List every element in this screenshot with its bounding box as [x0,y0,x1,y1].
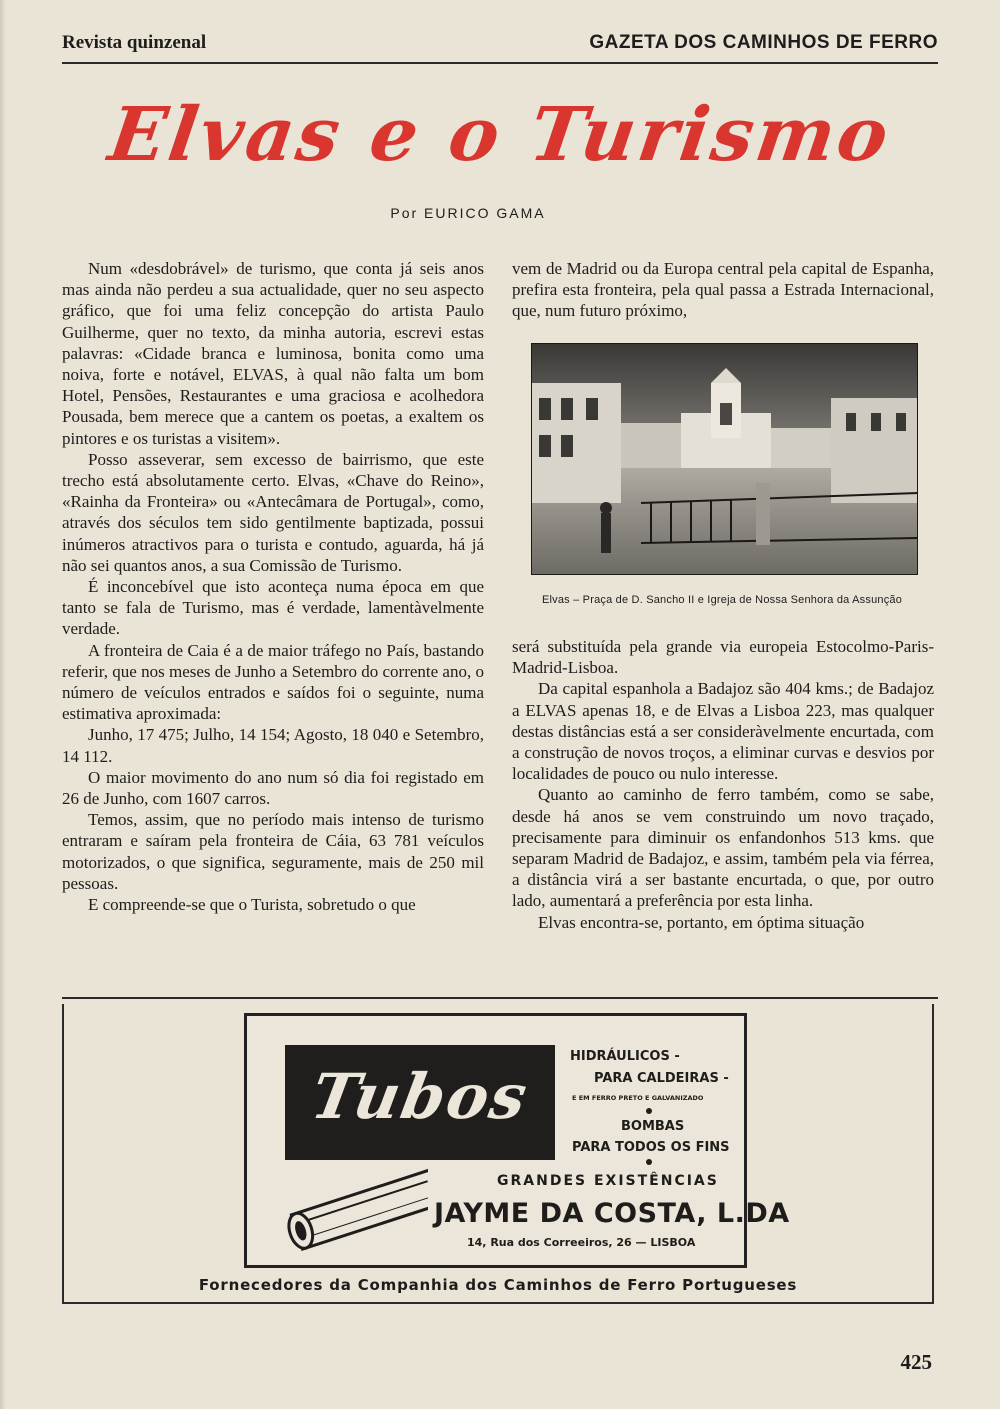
ad-all-purposes-label: PARA TODOS OS FINS [572,1140,730,1155]
tubos-logo-text: Tubos [305,1060,534,1133]
ad-pumps-label: BOMBAS [621,1119,685,1134]
ad-iron-label: E EM FERRO PRETO E GALVANIZADO [572,1094,704,1102]
left-column [62,258,484,915]
ad-hydraulics-label: HIDRÁULICOS - [570,1049,680,1064]
paragraph: será substituída pela grande via europeia Estocolmo-Paris-Madrid-Lisboa. [512,637,934,678]
paragraph: Num «desdobrável» de turismo, que conta já seis anos mas ainda não perdeu a sua actualidade, quer no seu aspecto gráfico, que foi uma feliz concepção do artista Paulo Guilherme, quer no texto, da minha autoria, escrevi estas palavras: «Cidade branca e luminosa, bonita como uma noiva, forte e notável, ELVAS, à qual não falta um bom Hotel, Pensões, Restaurantes e uma graciosa e acolhedora Pousada, bem merece que a cantem os poetas, a exaltem os pintores e os turistas a visitem». [62,259,484,448]
paragraph: E compreende-se que o Turista, sobretudo o que [88,895,416,915]
advertisement-top-rule [62,997,938,999]
pipe-icon [283,1165,428,1255]
ad-bullet [646,1108,652,1114]
right-column-top [512,258,934,322]
header-periodicity: Revista quinzenal [62,32,207,53]
paragraph: Junho, 17 475; Julho, 14 154; Agosto, 18 040 e Setembro, 14 112. [62,725,484,766]
article-title: Elvas e o Turismo [103,92,897,178]
paragraph: Da capital espanhola a Badajoz são 404 kms.; de Badajoz a ELVAS apenas 18, e de Elvas a Lisboa 223, mas qualquer destas distâncias está a ser consideràvelmente encurtada, com a construção de novos troços, a eliminar curvas e desvios por localidades de pouco ou nulo interesse. [512,679,934,784]
ad-stock-label: GRANDES EXISTÊNCIAS [497,1173,719,1189]
ad-bullet [646,1159,652,1165]
elvas-square-photo [531,343,918,575]
paragraph: vem de Madrid ou da Europa central pela capital de Espanha, prefira esta fronteira, pela qual passa a Estrada Internacional, que, num futuro próximo, [512,259,934,321]
page-header [62,32,938,62]
ad-company-name: JAYME DA COSTA, L.DA [434,1198,790,1229]
right-column-bottom [512,636,934,933]
paragraph: Elvas encontra-se, portanto, em óptima situação [538,912,865,932]
paragraph: Quanto ao caminho de ferro também, como se sabe, desde há anos se vem construindo um novo traçado, precisamente para diminuir os enfandonhos 513 kms. que separam Madrid de Badajoz, e assim, também pela via férrea, a distância virá a ser bastante encurtada, o que, por outro lado, aumentará a preferência por esta linha. [512,785,934,911]
ad-supplier-footer: Fornecedores da Companhia dos Caminhos de Ferro Portugueses [198,1276,798,1294]
paragraph: É inconcebível que isto aconteça numa época em que tanto se fala de Turismo, mas é verdade, lamentàvelmente verdade. [62,577,484,639]
page-number: 425 [900,1350,932,1374]
header-publication-title: GAZETA DOS CAMINHOS DE FERRO [589,32,938,53]
photo-illustration [531,343,918,575]
ad-boilers-label: PARA CALDEIRAS - [594,1071,729,1086]
ad-address: 14, Rua dos Correeiros, 26 — LISBOA [467,1236,696,1249]
byline-text: Por EURICO GAMA [390,205,546,221]
paragraph: Posso asseverar, sem excesso de bairrismo, que este trecho está absolutamente certo. Elvas, «Chave do Reino», «Rainha da Fronteira» ou «Antecâmara de Portugal», como, através dos séculos tem sido gentilmente baptizada, possui inúmeros atractivos para o turista e contudo, aguarda, há já não sei quantos anos, a sua Comissão de Turismo. [62,449,484,575]
paragraph: A fronteira de Caia é a de maior tráfego no País, bastando referir, que nos meses de Junho a Setembro do corrente ano, o número de veículos entrados e saídos foi o seguinte, numa estimativa aproximada: [62,640,484,724]
header-divider [62,62,938,64]
article-byline [0,205,1000,221]
paragraph: Temos, assim, que no período mais intenso de turismo entraram e saíram pela fronteira de Cáia, 63 781 veículos motorizados, o que significa, seguramente, mais de 250 mil pessoas. [62,810,484,893]
photo-caption: Elvas – Praça de D. Sancho II e Igreja de Nossa Senhora da Assunção [541,594,903,606]
paragraph: O maior movimento do ano num só dia foi registado em 26 de Junho, com 1607 carros. [62,767,484,809]
